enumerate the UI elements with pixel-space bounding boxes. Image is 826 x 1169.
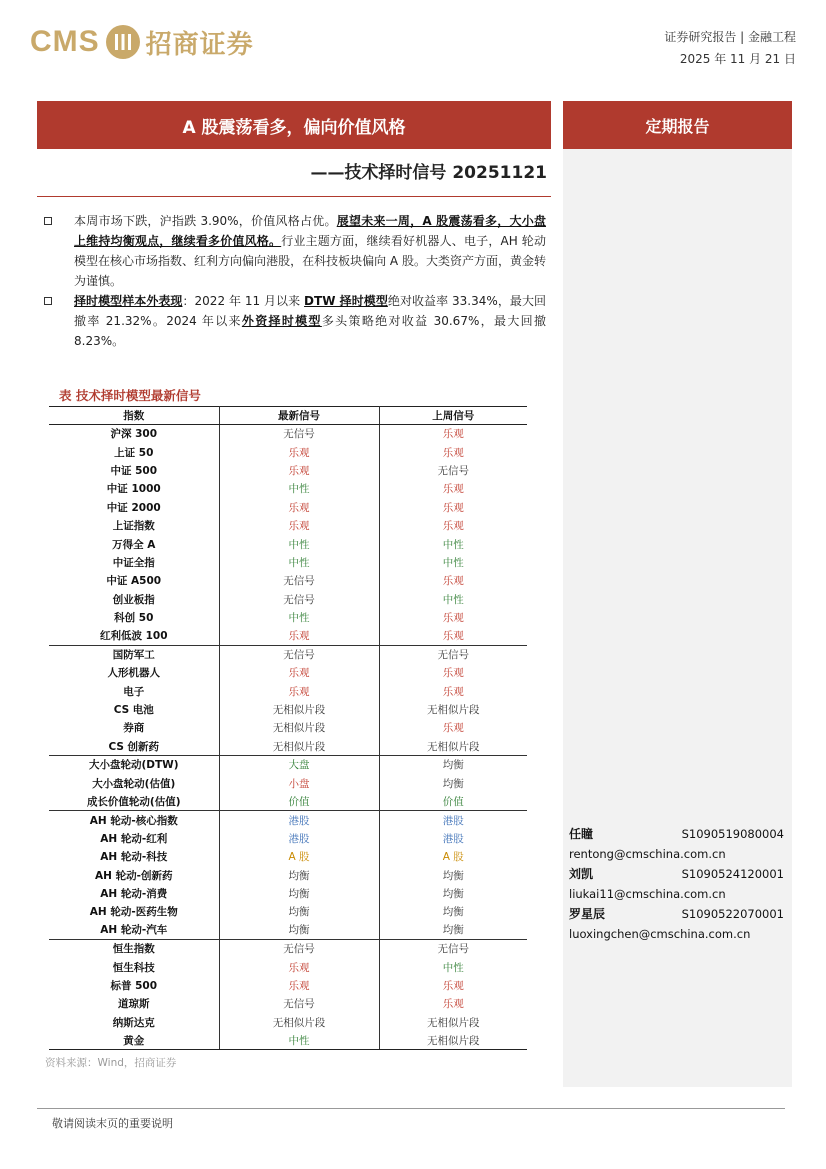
previous-signal-cell: 中性 (442, 556, 464, 569)
previous-signal-cell: 中性 (442, 961, 464, 974)
latest-signal-cell: 中性 (219, 553, 379, 571)
subtitle-divider (37, 196, 551, 197)
report-category: 证券研究报告 | 金融工程 (664, 30, 796, 44)
summary-text: 绝对收益率 33.34%，最大回撤率 21.32%。2024 年以来 (74, 294, 546, 328)
index-name-cell: 万得全 A (49, 535, 219, 553)
logo-cn: 招商证券 (145, 29, 254, 60)
summary (44, 211, 546, 351)
index-name-cell: CS 电池 (49, 700, 219, 718)
header-previous: 上周信号 (379, 407, 527, 425)
latest-signal-cell: 乐观 (219, 682, 379, 700)
index-name-cell: 国防军工 (49, 645, 219, 663)
index-name-cell: 大小盘轮动(估值) (49, 774, 219, 792)
index-name-cell: AH 轮动-汽车 (49, 921, 219, 939)
table-row (49, 958, 527, 976)
analyst-email[interactable]: liukai11@cmschina.com.cn (569, 887, 726, 901)
index-name-cell: AH 轮动-核心指数 (49, 811, 219, 829)
index-name-cell: 红利低波 100 (49, 627, 219, 645)
index-name-cell: 人形机器人 (49, 664, 219, 682)
analyst-list (569, 824, 784, 944)
footer-disclaimer: 敬请阅读末页的重要说明 (52, 1117, 173, 1130)
latest-signal-cell: 价值 (219, 792, 379, 810)
latest-signal-cell: 小盘 (219, 774, 379, 792)
analyst-license-id: S1090522070001 (681, 907, 784, 921)
analyst-name: 任瞳 (569, 827, 594, 841)
previous-signal-cell: 无相似片段 (379, 1031, 527, 1049)
table-row (49, 572, 527, 590)
index-name-cell: 大小盘轮动(DTW) (49, 756, 219, 774)
table-source: 资料来源：Wind，招商证券 (45, 1057, 177, 1069)
latest-signal-cell: 无相似片段 (219, 719, 379, 737)
analyst-email[interactable]: rentong@cmschina.com.cn (569, 847, 726, 861)
table-row (49, 756, 527, 774)
summary-bullet-2 (44, 291, 546, 351)
table-row (49, 921, 527, 939)
previous-signal-cell: A 股 (442, 851, 464, 864)
previous-signal-cell: 港股 (379, 811, 527, 829)
previous-signal-cell: 乐观 (442, 630, 464, 643)
index-name-cell: 标普 500 (49, 976, 219, 994)
table-row (49, 903, 527, 921)
index-name-cell: 恒生科技 (49, 958, 219, 976)
index-name-cell: 成长价值轮动(估值) (49, 792, 219, 810)
table-row (49, 866, 527, 884)
latest-signal-cell: 中性 (219, 535, 379, 553)
latest-signal-cell: 无信号 (219, 425, 379, 443)
latest-signal-cell: 无相似片段 (219, 700, 379, 718)
index-name-cell: 恒生指数 (49, 939, 219, 957)
table-row (49, 645, 527, 663)
latest-signal-cell: 大盘 (219, 756, 379, 774)
previous-signal-cell: 均衡 (442, 924, 464, 937)
previous-signal-cell: 无信号 (379, 939, 527, 957)
table-header-row (49, 407, 527, 425)
table-row (49, 425, 527, 443)
previous-signal-cell: 乐观 (442, 685, 464, 698)
footer-divider (37, 1108, 785, 1109)
previous-signal-cell: 价值 (442, 795, 464, 808)
signal-table (49, 406, 527, 1050)
previous-signal-cell: 乐观 (442, 667, 464, 680)
summary-bullet-1 (44, 211, 546, 291)
table-row (49, 774, 527, 792)
index-name-cell: 道琼斯 (49, 995, 219, 1013)
index-name-cell: CS 创新药 (49, 737, 219, 755)
table-row (49, 590, 527, 608)
table-row (49, 995, 527, 1013)
analyst-license-id: S1090519080004 (681, 827, 784, 841)
index-name-cell: 上证指数 (49, 516, 219, 534)
header-latest: 最新信号 (219, 407, 379, 425)
latest-signal-cell: 无信号 (219, 995, 379, 1013)
analyst-row (569, 904, 784, 924)
table-row (49, 939, 527, 957)
latest-signal-cell: 无信号 (219, 572, 379, 590)
index-name-cell: AH 轮动-医药生物 (49, 903, 219, 921)
analyst-email[interactable]: luoxingchen@cmschina.com.cn (569, 927, 751, 941)
previous-signal-cell: 均衡 (442, 869, 464, 882)
previous-signal-cell: 港股 (442, 832, 464, 845)
latest-signal-cell: 港股 (219, 811, 379, 829)
previous-signal-cell: 均衡 (442, 777, 464, 790)
previous-signal-cell: 乐观 (442, 446, 464, 459)
previous-signal-cell: 乐观 (442, 520, 464, 533)
latest-signal-cell: 港股 (219, 829, 379, 847)
analyst-row (569, 864, 784, 884)
latest-signal-cell: 无信号 (219, 939, 379, 957)
previous-signal-cell: 乐观 (442, 998, 464, 1011)
previous-signal-cell: 无相似片段 (427, 1016, 480, 1029)
table-row (49, 1013, 527, 1031)
previous-signal-cell: 无相似片段 (427, 740, 480, 753)
previous-signal-cell: 均衡 (442, 887, 464, 900)
latest-signal-cell: A 股 (219, 847, 379, 865)
index-name-cell: 黄金 (49, 1031, 219, 1049)
previous-signal-cell: 乐观 (442, 979, 464, 992)
previous-signal-cell: 乐观 (442, 483, 464, 496)
table-row (49, 829, 527, 847)
table-row (49, 627, 527, 645)
summary-highlight: 择时模型样本外表现 (74, 294, 183, 308)
analyst-name: 刘凯 (569, 867, 594, 881)
index-name-cell: AH 轮动-科技 (49, 847, 219, 865)
latest-signal-cell: 乐观 (219, 461, 379, 479)
previous-signal-cell: 乐观 (442, 428, 464, 441)
index-name-cell: AH 轮动-创新药 (49, 866, 219, 884)
latest-signal-cell: 无相似片段 (219, 1013, 379, 1031)
analyst-license-id: S1090524120001 (681, 867, 784, 881)
index-name-cell: 中证 A500 (49, 572, 219, 590)
report-date: 2025 年 11 月 21 日 (679, 52, 796, 66)
previous-signal-cell: 无信号 (437, 464, 469, 477)
latest-signal-cell: 中性 (219, 1031, 379, 1049)
logo-latin: CMS (30, 25, 100, 58)
latest-signal-cell: 乐观 (219, 627, 379, 645)
index-name-cell: 沪深 300 (49, 425, 219, 443)
index-name-cell: 中证 2000 (49, 498, 219, 516)
index-name-cell: 券商 (49, 719, 219, 737)
index-name-cell: AH 轮动-红利 (49, 829, 219, 847)
previous-signal-cell: 中性 (442, 593, 464, 606)
previous-signal-cell: 无信号 (379, 645, 527, 663)
report-type-badge: 定期报告 (563, 101, 792, 149)
analyst-row (569, 824, 784, 844)
table-row (49, 976, 527, 994)
summary-text: 多头策略绝对收益 30.67%，最大回撤 8.23%。 (74, 314, 546, 348)
table-row (49, 719, 527, 737)
latest-signal-cell: 乐观 (219, 443, 379, 461)
previous-signal-cell: 乐观 (442, 575, 464, 588)
table-row (49, 516, 527, 534)
latest-signal-cell: 均衡 (219, 884, 379, 902)
previous-signal-cell: 均衡 (379, 756, 527, 774)
index-name-cell: 创业板指 (49, 590, 219, 608)
index-name-cell: AH 轮动-消费 (49, 884, 219, 902)
previous-signal-cell: 乐观 (442, 612, 464, 625)
latest-signal-cell: 乐观 (219, 958, 379, 976)
table-row (49, 847, 527, 865)
table-row (49, 480, 527, 498)
report-subtitle: ——技术择时信号 20251121 (310, 163, 547, 183)
summary-highlight: 展望未来一周，A 股震荡看多，大小盘上维持均衡观点，继续看多价值风格。 (74, 214, 547, 248)
table-row (49, 682, 527, 700)
summary-highlight: 外资择时模型 (241, 314, 322, 328)
latest-signal-cell: 均衡 (219, 866, 379, 884)
previous-signal-cell: 无相似片段 (427, 704, 480, 717)
table-row (49, 535, 527, 553)
latest-signal-cell: 无信号 (219, 590, 379, 608)
sidebar (563, 149, 792, 1087)
table-row (49, 443, 527, 461)
header-meta (664, 26, 796, 70)
table-row (49, 737, 527, 755)
latest-signal-cell: 无相似片段 (219, 737, 379, 755)
index-name-cell: 中证 1000 (49, 480, 219, 498)
latest-signal-cell: 无信号 (219, 645, 379, 663)
table-row (49, 664, 527, 682)
table-row (49, 461, 527, 479)
index-name-cell: 纳斯达克 (49, 1013, 219, 1031)
index-name-cell: 中证 500 (49, 461, 219, 479)
table-caption: 表 技术择时模型最新信号 (59, 388, 201, 403)
analyst-name: 罗星辰 (569, 907, 606, 921)
latest-signal-cell: 乐观 (219, 516, 379, 534)
table-row (49, 498, 527, 516)
index-name-cell: 上证 50 (49, 443, 219, 461)
index-name-cell: 电子 (49, 682, 219, 700)
index-name-cell: 中证全指 (49, 553, 219, 571)
summary-highlight: DTW 择时模型 (304, 294, 388, 308)
table-row (49, 608, 527, 626)
logo-emblem-icon (106, 25, 140, 59)
latest-signal-cell: 均衡 (219, 921, 379, 939)
index-name-cell: 科创 50 (49, 608, 219, 626)
table-row (49, 700, 527, 718)
table-row (49, 811, 527, 829)
latest-signal-cell: 乐观 (219, 976, 379, 994)
latest-signal-cell: 中性 (219, 608, 379, 626)
table-row (49, 1031, 527, 1049)
summary-text: ：2022 年 11 月以来 (182, 294, 305, 308)
company-logo (30, 22, 254, 62)
previous-signal-cell: 乐观 (442, 501, 464, 514)
latest-signal-cell: 乐观 (219, 664, 379, 682)
previous-signal-cell: 乐观 (442, 722, 464, 735)
latest-signal-cell: 均衡 (219, 903, 379, 921)
table-row (49, 884, 527, 902)
table-row (49, 553, 527, 571)
header-index: 指数 (49, 407, 219, 425)
previous-signal-cell: 均衡 (442, 906, 464, 919)
summary-text: 本周市场下跌，沪指跌 3.90%，价值风格占优。 (74, 214, 337, 228)
report-title: A 股震荡看多，偏向价值风格 (37, 101, 551, 149)
table-row (49, 792, 527, 810)
summary-text: 行业主题方面，继续看好机器人、电子，AH 轮动模型在核心市场指数、红利方向偏向港股，在科技板块偏向 A 股。大类资产方面，黄金转为谨慎。 (74, 234, 546, 288)
latest-signal-cell: 乐观 (219, 498, 379, 516)
previous-signal-cell: 中性 (442, 538, 464, 551)
latest-signal-cell: 中性 (219, 480, 379, 498)
